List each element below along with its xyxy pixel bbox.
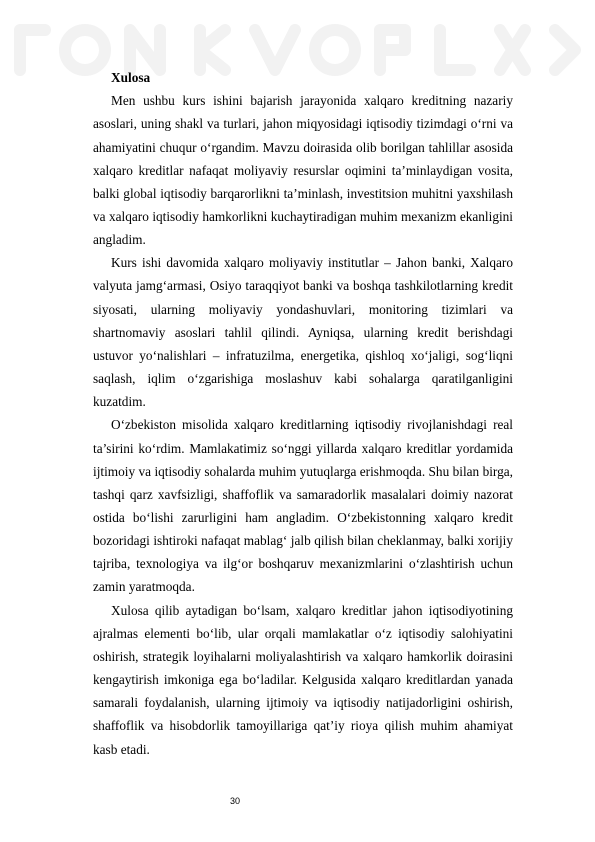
paragraph-2: Kurs ishi davomida xalqaro moliyaviy institutlar – Jahon banki, Xalqaro valyuta jamg‘armasi, Osiyo taraqqiyot banki va boshqa tashkilotlarning kredit siyosati, ularning moliyaviy yondashuvlari, monitoring tizimlari va shartnomaviy asoslari tahlil qilindi. Ayniqsa, ularning kredit berishdagi ustuvor yo‘nalishlari – infratuzilma, energetika, qishloq xo‘jaligi, sog‘liqni saqlash, iqlim o‘zgarishiga moslashuv kabi sohalarga qaratilganligini kuzatdim. (93, 255, 513, 410)
paragraph-4: Xulosa qilib aytadigan bo‘lsam, xalqaro kreditlar jahon iqtisodiyotining ajralmas elementi bo‘lib, ular orqali mamlakatlar o‘z iqtisodiy salohiyatini oshirish, strategik loyihalarni moliyalashtirish va xalqaro hamkorlik doirasini kengaytirish imkoniga ega bo‘ladilar. Kelgusida xalqaro kreditlardan yanada samarali foydalanish, ularning ijtimoiy va iqtisodiy natijadorligini oshirish, shaffoflik va hisobdorlik tamoyillariga qat’iy rioya qilish muhim ahamiyat kasb etadi. (93, 602, 513, 757)
paragraph-1: Men ushbu kurs ishini bajarish jarayonida xalqaro kreditning nazariy asoslari, uning shakl va turlari, jahon miqyosidagi iqtisodiy tizimdagi o‘rni va ahamiyatini chuqur o‘rgandim. Mavzu doirasida olib borilgan tahlillar asosida xalqaro kreditlar nafaqat moliyaviy resurslar oqimini ta’minlaydigan vosita, balki global iqtisodiy barqarorlikni ta’minlash, investitsion muhitni yaxshilash va xalqaro iqtisodiy hamkorlikni kuchaytiradigan muhim mexanizm ekanligini angladim. (93, 93, 513, 248)
page-number: 30 (230, 796, 241, 806)
paragraph-3: O‘zbekiston misolida xalqaro kreditlarning iqtisodiy rivojlanishdagi real ta’sirini ko‘rdim. Mamlakatimiz so‘nggi yillarda xalqaro kreditlar yordamida ijtimoiy va iqtisodiy sohalarda muhim yutuqlarga erishmoqda. Shu bilan birga, tashqi qarz xavfsizligi, shaffoflik va samaradorlik masalalari doimiy nazorat ostida bo‘lishi zarurligini ham angladim. O‘zbekistonning xalqaro kredit bozoridagi ishtiroki nafaqat mablag‘ jalb qilish bilan cheklanmay, balki xorijiy tajriba, texnologiya va ilg‘or boshqaruv mexanizmlarini o‘zlashtirish uchun zamin yaratmoqda. (93, 417, 513, 595)
page-content (93, 66, 513, 761)
section-heading: Xulosa (111, 70, 151, 85)
